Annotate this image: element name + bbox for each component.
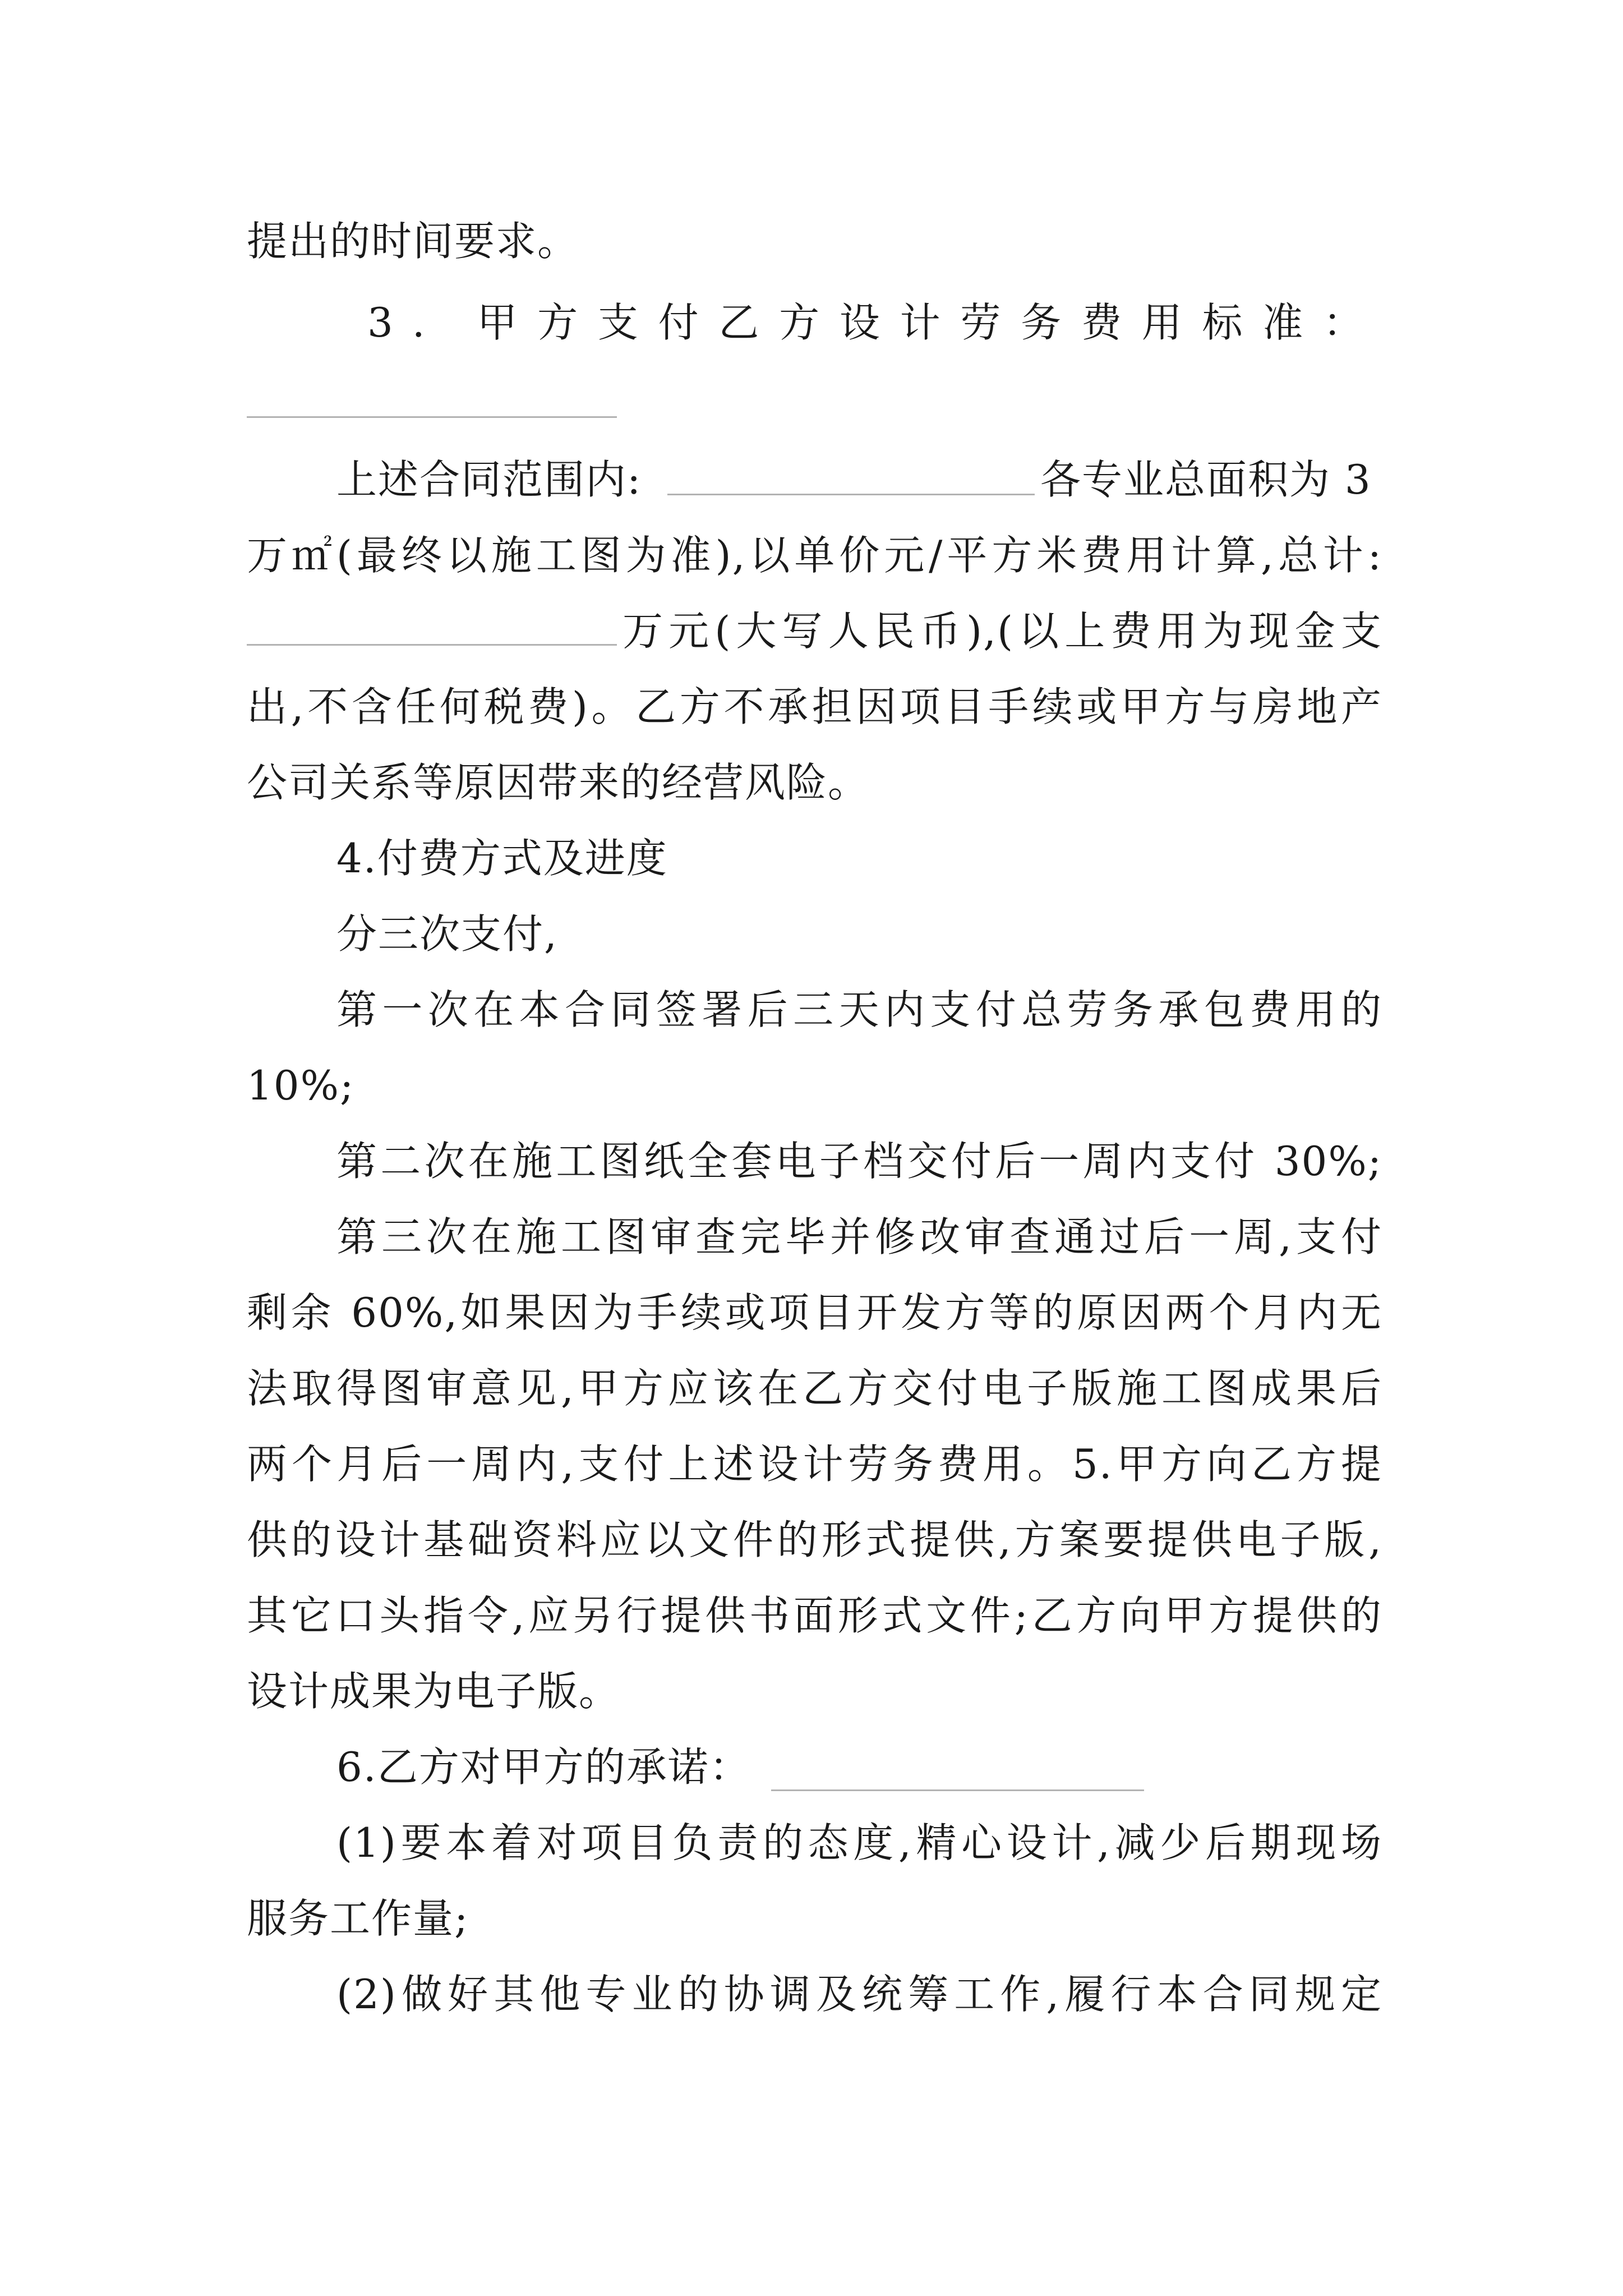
- line-text: 公司关系等原因带来的经营风险。: [247, 759, 870, 806]
- section-heading-6: 6.乙方对甲方的承诺：: [336, 1743, 751, 1791]
- text-line-22: [247, 1888, 1382, 1949]
- text-line-19: [247, 1660, 1382, 1722]
- line-text: 供的设计基础资料应以文件的形式提供,方案要提供电子版,: [247, 1516, 1382, 1563]
- line-text: 剩余 60%,如果因为手续或项目开发方等的原因两个月内无: [247, 1289, 1382, 1336]
- text-line-23: [336, 1963, 1382, 2025]
- text-line-7: [247, 752, 1382, 813]
- line-text: 第二次在施工图纸全套电子档交付后一周内支付 30%;: [336, 1138, 1382, 1185]
- text-line-17: [247, 1509, 1382, 1571]
- line-text: (2)做好其他专业的协调及统筹工作,履行本合同规定: [336, 1971, 1382, 2018]
- text-line-10: [336, 979, 1382, 1041]
- fill-in-blank-line: [667, 494, 1035, 495]
- line-text-part1: 上述合同范围内:: [336, 456, 642, 503]
- text-line-16: [247, 1433, 1382, 1495]
- fill-in-blank-line: [771, 1789, 1144, 1791]
- text-line-1: [247, 210, 1382, 272]
- line-text: (1)要本着对项目负责的态度,精心设计,减少后期现场: [336, 1819, 1382, 1866]
- text-line-2: [367, 292, 1382, 353]
- text-line-14: [247, 1282, 1382, 1343]
- line-text: 第一次在本合同签署后三天内支付总劳务承包费用的: [336, 986, 1382, 1033]
- text-line-9: [336, 903, 1382, 965]
- text-line-3b: [1040, 449, 1382, 510]
- line-text-part2: 各专业总面积为 3: [1040, 456, 1372, 503]
- line-text: 万元(大写人民币),(以上费用为现金支: [623, 608, 1382, 655]
- fill-in-blank-line: [247, 416, 617, 418]
- section-heading-3: 3. 甲方支付乙方设计劳务费用标准：: [367, 299, 1382, 346]
- text-line-5: [623, 600, 1382, 662]
- text-line-4: [247, 524, 1382, 586]
- line-text: 分三次支付,: [336, 910, 558, 958]
- text-line-20: [336, 1736, 763, 1798]
- line-text: 10%;: [247, 1062, 355, 1109]
- text-line-13: [336, 1206, 1382, 1268]
- line-text: 第三次在施工图审查完毕并修改审查通过后一周,支付: [336, 1213, 1382, 1260]
- text-line-18: [247, 1585, 1382, 1646]
- text-line-15: [247, 1358, 1382, 1419]
- fill-in-blank-line: [247, 644, 617, 646]
- line-text: 出,不含任何税费)。乙方不承担因项目手续或甲方与房地产: [247, 683, 1382, 730]
- line-text: 两个月后一周内,支付上述设计劳务费用。5.甲方向乙方提: [247, 1441, 1382, 1488]
- line-text: 万㎡(最终以施工图为准),以单价元/平方米费用计算,总计:: [247, 532, 1382, 579]
- text-line-8: [336, 827, 1382, 889]
- line-text: 法取得图审意见,甲方应该在乙方交付电子版施工图成果后: [247, 1365, 1382, 1412]
- text-line-12: [336, 1130, 1382, 1192]
- line-text: 其它口头指令,应另行提供书面形式文件;乙方向甲方提供的: [247, 1592, 1382, 1639]
- text-line-6: [247, 676, 1382, 738]
- line-text: 提出的时间要求。: [247, 218, 579, 265]
- text-line-21: [336, 1812, 1382, 1874]
- line-text: 服务工作量;: [247, 1895, 469, 1942]
- text-line-11: [247, 1055, 1382, 1116]
- line-text: 设计成果为电子版。: [247, 1668, 621, 1715]
- section-heading-4: 4.付费方式及进度: [336, 835, 668, 882]
